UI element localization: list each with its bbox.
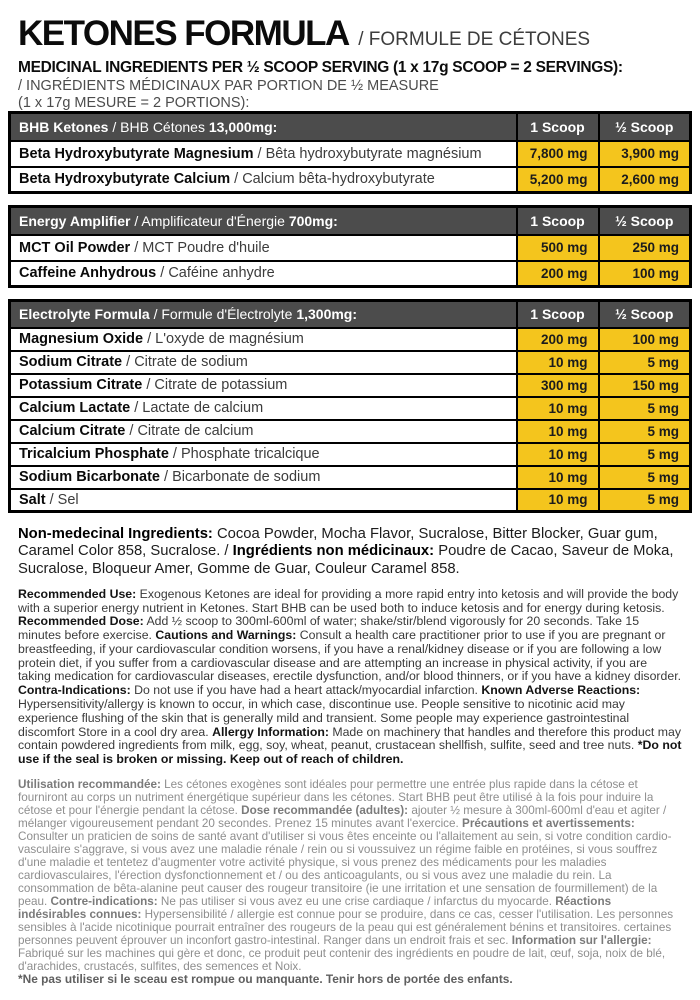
- ingredient-row: [10, 141, 691, 167]
- ingredient-name-cell: [10, 235, 517, 261]
- inline-bold-label: Recommended Use:: [18, 586, 137, 601]
- inline-text-run: Hypersensitivity/allergy is known to occur, in which case, discontinue use. People sensitive to nicotinic acid may experience flushing of the skin that is generally mild and transient. Some people may experience gastrointestinal discomfort Store in a cool dry area.: [18, 697, 630, 739]
- ingredient-name-en: Beta Hydroxybutyrate Magnesium: [19, 145, 254, 162]
- inline-bold-label: Information sur l'allergie:: [511, 933, 652, 947]
- value-half-scoop: 5 mg: [599, 397, 691, 420]
- inline-bold-label: Ingrédients non médicinaux:: [232, 543, 435, 560]
- ingredient-name-cell: [10, 351, 517, 374]
- value-1-scoop: 10 mg: [517, 420, 599, 443]
- inline-bold-label: Non-medecinal Ingredients:: [18, 526, 213, 542]
- ingredient-name-en: Sodium Citrate: [19, 354, 123, 370]
- section-title-en: Electrolyte Formula: [19, 306, 150, 323]
- value-1-scoop: 300 mg: [517, 374, 599, 397]
- ingredient-name-cell: [10, 420, 517, 443]
- ingredient-row: [10, 374, 691, 397]
- ingredient-name-fr: / Citrate de potassium: [142, 377, 288, 393]
- bhb-ketones-table: [8, 111, 692, 194]
- table-header-row: [10, 113, 691, 141]
- inline-bold-label: *Do not use if the seal is broken or missing. Keep out of reach of children.: [18, 738, 682, 767]
- inline-text-run: Cocoa Powder, Mocha Flavor, Sucralose, Bitter Blocker, Guar gum, Caramel Color 858, Sucralose. /: [18, 526, 658, 560]
- ingredient-name-en: Magnesium Oxide: [19, 331, 144, 347]
- value-1-scoop: 7,800 mg: [517, 141, 599, 167]
- french-seal-warning: *Ne pas utiliser si le sceau est rompue ou manquante. Tenir hors de portée des enfants.: [18, 971, 513, 986]
- ingredient-name-fr: / Calcium bêta-hydroxybutyrate: [230, 171, 435, 188]
- ingredient-row: [10, 167, 691, 193]
- column-header-half-scoop: ½ Scoop: [599, 113, 691, 141]
- ingredient-name-fr: / Bicarbonate de sodium: [160, 469, 321, 485]
- section-title: [10, 301, 517, 328]
- medicinal-ingredients-heading: MEDICINAL INGREDIENTS PER ½ SCOOP SERVING (1 x 17g SCOOP = 2 SERVINGS):: [18, 59, 623, 76]
- section-title-en: Energy Amplifier: [19, 212, 131, 229]
- value-half-scoop: 150 mg: [599, 374, 691, 397]
- energy-amplifier-table: [8, 205, 692, 288]
- ingredient-name-fr: / L'oxyde de magnésium: [143, 331, 304, 347]
- ingredient-name-fr: / Caféine anhydre: [156, 265, 275, 282]
- product-title-fr: / FORMULE DE CÉTONES: [358, 29, 591, 50]
- ingredient-name-fr: / Citrate de calcium: [125, 423, 254, 439]
- inline-text-run: Ne pas utiliser si vous avez eu une crise cardiaque / infarctus du myocarde.: [157, 894, 556, 908]
- inline-text-run: Made on machinery that handles and therefore this product may contain powdered ingredients from milk, egg, soy, wheat, peanut, crustacean shellfish, sulfite, seed and tree nuts.: [18, 724, 681, 753]
- ingredient-name-en: Salt: [19, 491, 46, 508]
- medicinal-ingredients-heading-fr-line2: (1 x 17g MESURE = 2 PORTIONS):: [18, 95, 250, 111]
- section-title: [10, 207, 517, 235]
- ingredient-name-fr: / Bêta hydroxybutyrate magnésium: [253, 145, 482, 162]
- ingredient-name-fr: / Citrate de sodium: [122, 354, 248, 370]
- product-title-en: KETONES FORMULA: [18, 14, 349, 53]
- value-1-scoop: 5,200 mg: [517, 167, 599, 193]
- ingredient-name-en: MCT Oil Powder: [19, 239, 131, 256]
- value-1-scoop: 10 mg: [517, 443, 599, 466]
- ingredient-name-en: Tricalcium Phosphate: [19, 446, 169, 462]
- ingredient-name-cell: [10, 443, 517, 466]
- ingredient-name-cell: [10, 141, 517, 167]
- ingredient-name-fr: / Phosphate tricalcique: [168, 446, 320, 462]
- ingredient-name-cell: [10, 466, 517, 489]
- ingredient-row: [10, 261, 691, 287]
- inline-text-run: ajouter ½ mesure à 300ml-600ml d'eau et agiter / mélanger vigoureusement pendant 20 secondes. Prenez 15 minutes avant l'exercice.: [18, 803, 667, 830]
- column-header-1-scoop: 1 Scoop: [517, 113, 599, 141]
- ingredient-name-en: Potassium Citrate: [19, 377, 143, 393]
- ingredient-name-fr: / Sel: [45, 491, 79, 508]
- inline-bold-label: Réactions indésirables connues:: [18, 894, 612, 921]
- inline-text-run: Do not use if you have had a heart attack/myocardial infarction.: [130, 683, 482, 698]
- value-half-scoop: 5 mg: [599, 351, 691, 374]
- value-1-scoop: 200 mg: [517, 261, 599, 287]
- ingredient-name-cell: [10, 397, 517, 420]
- value-1-scoop: 200 mg: [517, 328, 599, 351]
- inline-text-run: Poudre de Cacao, Saveur de Moka, Sucralose, Bloqueur Amer, Gomme de Guar, Couleur Caramel 858.: [18, 543, 674, 577]
- value-1-scoop: 10 mg: [517, 351, 599, 374]
- ingredient-row: [10, 351, 691, 374]
- inline-text-run: Consult a health care practitioner prior to use if you are pregnant or breastfeeding, if your cardiovascular condition worsens, if you have a renal/kidney disease or if you are following a low protein diet, if you suffer from a cardiovascular disease and are attempting an increase in physical activity, if you are taking medication for cardiovascular diseases, erectile dysfunction, and/or blood thinners, or if you have a kidney disorder.: [18, 628, 682, 684]
- value-half-scoop: 5 mg: [599, 443, 691, 466]
- non-medicinal-ingredients-paragraph: [18, 526, 682, 578]
- ingredient-name-fr: / MCT Poudre d'huile: [130, 239, 270, 256]
- section-total-amount: 13,000mg:: [208, 118, 278, 135]
- value-1-scoop: 10 mg: [517, 466, 599, 489]
- ingredient-name-en: Calcium Citrate: [19, 423, 126, 439]
- ingredient-row: [10, 235, 691, 261]
- value-1-scoop: 10 mg: [517, 489, 599, 512]
- column-header-1-scoop: 1 Scoop: [517, 207, 599, 235]
- value-half-scoop: 5 mg: [599, 466, 691, 489]
- value-half-scoop: 100 mg: [599, 261, 691, 287]
- french-directions-paragraph: [18, 778, 682, 973]
- inline-text-run: Exogenous Ketones are ideal for providing a more rapid entry into ketosis and will provide the body with a superior energy nutrient in Ketones. Start BHB can be used both to induce ketosis and for energy during ketosis.: [18, 586, 679, 615]
- table-header-row: [10, 207, 691, 235]
- value-1-scoop: 10 mg: [517, 397, 599, 420]
- ingredient-row: [10, 466, 691, 489]
- table-header-row: [10, 301, 691, 328]
- section-title: [10, 113, 517, 141]
- ingredient-row: [10, 489, 691, 512]
- ingredient-row: [10, 397, 691, 420]
- inline-bold-label: Contre-indications:: [50, 894, 158, 908]
- electrolyte-formula-table: [8, 299, 692, 513]
- ingredient-name-cell: [10, 261, 517, 287]
- section-total-amount: 700mg:: [288, 212, 338, 229]
- inline-bold-label: Précautions et avertissements:: [462, 816, 635, 830]
- ingredient-name-fr: / Lactate de calcium: [130, 400, 264, 416]
- inline-bold-label: Known Adverse Reactions:: [481, 683, 641, 698]
- column-header-1-scoop: 1 Scoop: [517, 301, 599, 328]
- ingredient-row: [10, 443, 691, 466]
- inline-text-run: Consulter un praticien de soins de santé avant d'utiliser si vous êtes enceinte ou l'allaitement au sein, si votre condition cardio-vasculaire s'aggrave, si vous avez une maladie rénale / rein ou si voussuivez un régime faible en protéines, si vous souffrez d'une maladie et tentetez d'augmenter votre activité physique, si vous prenez des médicaments pour les maladies cardiovasculaires, l'érection dysfonctionnement et / ou des anticoagulants, ou si vous avez une maladie du rein. La consommation de bêta-alanine peut causer des rougeur transitoire (ie une irritation et une sensation de fourmillement) de la peau.: [18, 829, 672, 908]
- inline-bold-label: Dose recommandée (adultes):: [241, 803, 409, 817]
- inline-text-run: Fabriqué sur les machines qui gère et donc, ce produit peut contenir des ingrédients en poudre de lait, œuf, soja, noix de blé, d'arachides, crustacés, sulfites, des semences et Noix.: [18, 946, 666, 973]
- medicinal-ingredients-heading-fr-line1: / INGRÉDIENTS MÉDICINAUX PAR PORTION DE ½ MEASURE: [18, 78, 439, 94]
- ingredient-name-cell: [10, 489, 517, 512]
- value-half-scoop: 5 mg: [599, 420, 691, 443]
- ingredient-name-cell: [10, 374, 517, 397]
- ingredient-name-cell: [10, 167, 517, 193]
- ingredient-name-cell: [10, 328, 517, 351]
- ingredient-name-en: Caffeine Anhydrous: [19, 265, 157, 282]
- value-half-scoop: 100 mg: [599, 328, 691, 351]
- inline-bold-label: Recommended Dose:: [18, 614, 144, 629]
- value-half-scoop: 5 mg: [599, 489, 691, 512]
- value-half-scoop: 3,900 mg: [599, 141, 691, 167]
- ingredient-row: [10, 420, 691, 443]
- inline-bold-label: Utilisation recommandée:: [18, 777, 161, 791]
- value-1-scoop: 500 mg: [517, 235, 599, 261]
- value-half-scoop: 2,600 mg: [599, 167, 691, 193]
- inline-text-run: Hypersensibilité / allergie est connue pour se produire, dans ce cas, cesser l'utilisation. Les personnes sensibles à l'acide nicotinique pourrait entraîner des rougeurs de la peau qui est généralement bénins et transitoires. certaines personnes peuvent éprouver un inconfort gastro-intestinal. Ranger dans un endroit frais et sec.: [18, 907, 674, 947]
- ingredient-name-en: Sodium Bicarbonate: [19, 469, 160, 485]
- inline-bold-label: Allergy Information:: [212, 724, 329, 739]
- page-title: [18, 14, 682, 54]
- inline-text-run: Add ½ scoop to 300ml-600ml of water; shake/stir/blend vigorously for 20 seconds. Take 15 minutes before exercise.: [18, 614, 640, 643]
- ingredient-name-en: Beta Hydroxybutyrate Calcium: [19, 171, 231, 188]
- section-total-amount: 1,300mg:: [296, 306, 358, 323]
- section-title-fr: / Amplificateur d'Énergie: [130, 212, 289, 229]
- inline-text-run: Les cétones exogènes sont idéales pour permettre une entrée plus rapide dans la cétose et fourniront au corps un nutriment énergétique supérieur dans les cétones. Start BHB peut être utilisé à la fois pour induire la cétose et pour l'énergie pendant la cétose.: [18, 777, 654, 817]
- inline-bold-label: Cautions and Warnings:: [155, 628, 297, 643]
- column-header-half-scoop: ½ Scoop: [599, 301, 691, 328]
- section-title-en: BHB Ketones: [19, 118, 109, 135]
- ingredient-row: [10, 328, 691, 351]
- value-half-scoop: 250 mg: [599, 235, 691, 261]
- column-header-half-scoop: ½ Scoop: [599, 207, 691, 235]
- ingredient-name-en: Calcium Lactate: [19, 400, 131, 416]
- english-directions-paragraph: [18, 588, 682, 767]
- section-title-fr: / BHB Cétones: [108, 118, 209, 135]
- section-title-fr: / Formule d'Électrolyte: [149, 306, 297, 323]
- inline-bold-label: Contra-Indications:: [18, 683, 131, 698]
